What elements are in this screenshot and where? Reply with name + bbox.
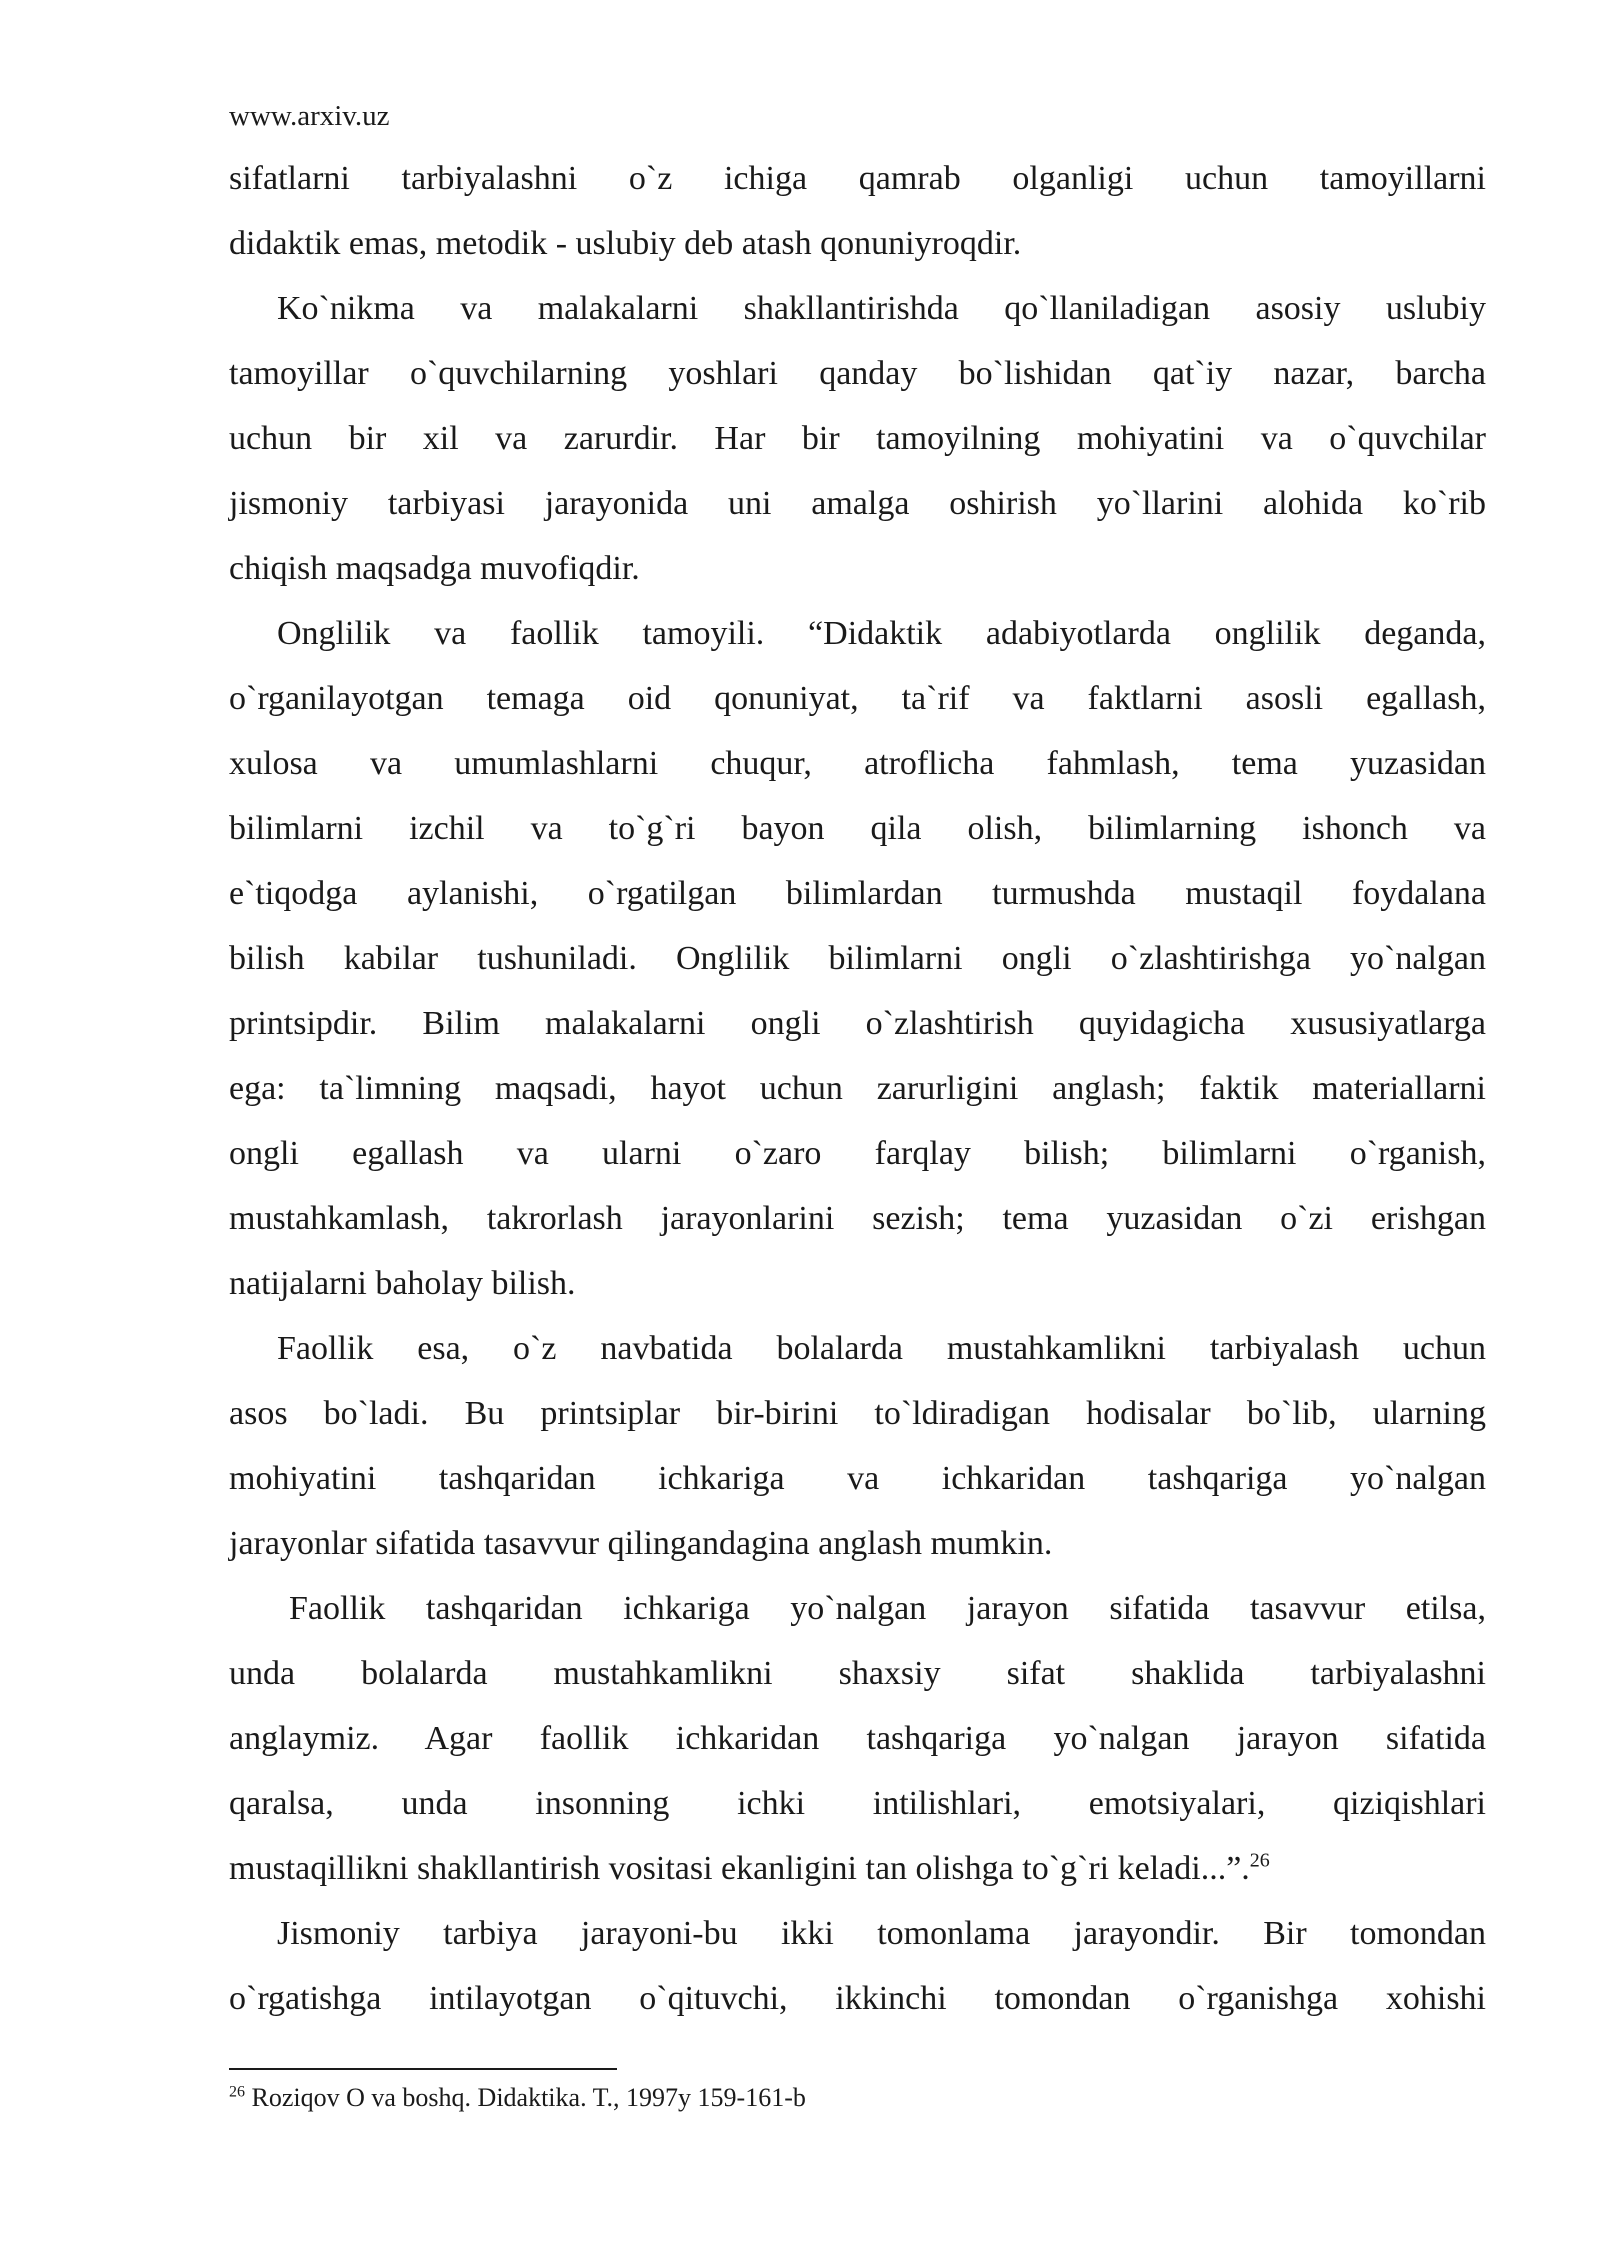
text-line: jarayonlar sifatida tasavvur qilingandagina anglash mumkin. bbox=[229, 1525, 1053, 1562]
text-line: ega: ta`limning maqsadi, hayot uchun zarurligini anglash; faktik materiallarni bbox=[229, 1070, 1486, 1107]
footnote-number: 26 bbox=[229, 2083, 245, 2101]
text-line: Ko`nikma va malakalarni shakllantirishda qo`llaniladigan asosiy uslubiy bbox=[277, 290, 1486, 327]
text-line: Jismoniy tarbiya jarayoni-bu ikki tomonlama jarayondir. Bir tomondan bbox=[277, 1915, 1486, 1952]
text-line: asos bo`ladi. Bu printsiplar bir-birini to`ldiradigan hodisalar bo`lib, ularning bbox=[229, 1395, 1486, 1432]
text-line: anglaymiz. Agar faollik ichkaridan tashqariga yo`nalgan jarayon sifatida bbox=[229, 1720, 1486, 1757]
text-line: uchun bir xil va zarurdir. Har bir tamoyilning mohiyatini va o`quvchilar bbox=[229, 420, 1486, 457]
text-line: chiqish maqsadga muvofiqdir. bbox=[229, 550, 640, 587]
text-line: mustahkamlash, takrorlash jarayonlarini sezish; tema yuzasidan o`zi erishgan bbox=[229, 1200, 1486, 1237]
text-line: tamoyillar o`quvchilarning yoshlari qanday bo`lishidan qat`iy nazar, barcha bbox=[229, 355, 1486, 392]
footnote bbox=[229, 2080, 806, 2116]
text-line: bilish kabilar tushuniladi. Onglilik bilimlarni ongli o`zlashtirishga yo`nalgan bbox=[229, 940, 1486, 977]
text-line: e`tiqodga aylanishi, o`rgatilgan bilimlardan turmushda mustaqil foydalana bbox=[229, 875, 1486, 912]
text-line: mohiyatini tashqaridan ichkariga va ichkaridan tashqariga yo`nalgan bbox=[229, 1460, 1486, 1497]
footnote-divider bbox=[229, 2068, 617, 2070]
text-line: unda bolalarda mustahkamlikni shaxsiy sifat shaklida tarbiyalashni bbox=[229, 1655, 1486, 1692]
site-header: www.arxiv.uz bbox=[229, 100, 390, 132]
text-line: o`rgatishga intilayotgan o`qituvchi, ikkinchi tomondan o`rganishga xohishi bbox=[229, 1980, 1486, 2017]
text-line-with-footnote bbox=[229, 1836, 1486, 1901]
footnote-text: Roziqov O va boshq. Didaktika. T., 1997y 159-161-b bbox=[245, 2083, 806, 2112]
text-line: xulosa va umumlashlarni chuqur, atroflicha fahmlash, tema yuzasidan bbox=[229, 745, 1486, 782]
text-line: bilimlarni izchil va to`g`ri bayon qila olish, bilimlarning ishonch va bbox=[229, 810, 1486, 847]
text-line: natijalarni baholay bilish. bbox=[229, 1265, 576, 1302]
body-text bbox=[229, 146, 1486, 2031]
text-line: ongli egallash va ularni o`zaro farqlay bilish; bilimlarni o`rganish, bbox=[229, 1135, 1486, 1172]
text-line: printsipdir. Bilim malakalarni ongli o`zlashtirish quyidagicha xususiyatlarga bbox=[229, 1005, 1486, 1042]
text-line: didaktik emas, metodik - uslubiy deb atash qonuniyroqdir. bbox=[229, 225, 1022, 262]
text-line: Faollik esa, o`z navbatida bolalarda mustahkamlikni tarbiyalash uchun bbox=[277, 1330, 1486, 1367]
text-line: sifatlarni tarbiyalashni o`z ichiga qamrab olganligi uchun tamoyillarni bbox=[229, 160, 1486, 197]
text-line: jismoniy tarbiyasi jarayonida uni amalga oshirish yo`llarini alohida ko`rib bbox=[229, 485, 1486, 522]
text-line: o`rganilayotgan temaga oid qonuniyat, ta`rif va faktlarni asosli egallash, bbox=[229, 680, 1486, 717]
text-line: Onglilik va faollik tamoyili. “Didaktik adabiyotlarda onglilik deganda, bbox=[277, 615, 1486, 652]
text-line: qaralsa, unda insonning ichki intilishlari, emotsiyalari, qiziqishlari bbox=[229, 1785, 1486, 1822]
text-line: Faollik tashqaridan ichkariga yo`nalgan jarayon sifatida tasavvur etilsa, bbox=[289, 1590, 1486, 1627]
text-line-content: mustaqillikni shakllantirish vositasi ekanligini tan olishga to`g`ri keladi...”. bbox=[229, 1850, 1250, 1887]
footnote-reference: 26 bbox=[1249, 1849, 1270, 1872]
